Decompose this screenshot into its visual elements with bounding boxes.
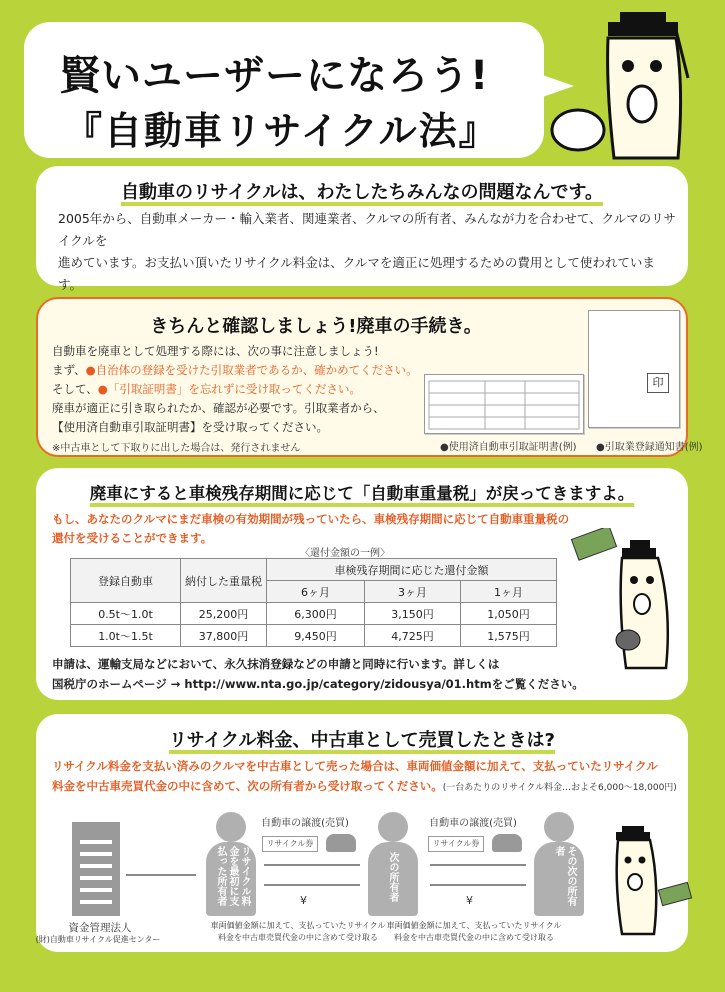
fund-sublabel: (財)自動車リサイクル促進センター (35, 935, 161, 944)
section2-intro: 自動車を廃車として処理する際には、次の事に注意しましょう! (52, 344, 379, 358)
table-cell: 37,800円 (181, 625, 267, 647)
col-registered-car: 登録自動車 (71, 559, 181, 603)
headline-line2: 『自動車リサイクル法』 (64, 109, 499, 153)
section2-line5: 【使用済自動車引取証明書】を受け取ってください。 (52, 420, 328, 434)
section1-line: 2005年から、自動車メーカー・輸入業者、関連業者、クルマの所有者、みんなが力を合わせて、クルマのリサイクルを (58, 211, 676, 248)
owner3-label: その次の所有者 (553, 846, 576, 906)
owner2-label: 次の所有者 (387, 852, 398, 902)
table-cell: 25,200円 (181, 603, 267, 625)
section4-title: リサイクル料金、中古車として売買したときは? (169, 730, 555, 751)
table-row (71, 625, 557, 647)
owner3-head (544, 812, 574, 842)
table-cell: 4,725円 (365, 625, 461, 647)
fund-label: 資金管理法人 (68, 922, 132, 934)
car-icon-2 (492, 834, 522, 852)
step1-text: 自治体の登録を受けた引取業者であるか、確かめてください。 (95, 363, 418, 377)
step1-prefix: まず、 (52, 363, 86, 377)
owner1-label: リサイクル料金を最初に支払った所有者 (215, 846, 250, 906)
section3-lead-line: 還付を受けることができます。 (52, 531, 213, 545)
col-refund-group: 車検残存期間に応じた還付金額 (267, 559, 557, 581)
yen-icon: ¥ (300, 894, 307, 907)
section3-lead (52, 510, 572, 548)
car-icon-1 (326, 834, 356, 852)
section4-lead-line: リサイクル料金を支払い済みのクルマを中古車として売った場合は、車両価値金額に加えて、支払っていたリサイクル (52, 759, 658, 773)
fund-building-icon (72, 822, 120, 916)
section3-lead-line: もし、あなたのクルマにまだ車検の有効期間が残っていたら、車検残存期間に応じて自動車重量税の (52, 512, 570, 526)
section2-line4: 廃車が適正に引き取られたか、確認が必要です。引取業者から、 (52, 401, 385, 415)
section4-lead-line2 (52, 776, 682, 798)
yen-icon: ¥ (466, 894, 473, 907)
owner2-head (378, 812, 408, 842)
caption-transfer1-b: 料金を中古車売買代金の中に含めて受け取る (218, 933, 378, 942)
table-cell: 1,050円 (461, 603, 557, 625)
ticket1: リサイクル券 (262, 836, 318, 852)
headline-bubble (24, 22, 544, 158)
caption-transfer2-b: 料金を中古車売買代金の中に含めて受け取る (394, 933, 554, 942)
transfer1-label: 自動車の譲渡(売買) (261, 818, 349, 829)
table-cell: 1,575円 (461, 625, 557, 647)
caption-transfer2-a: 車両価値金額に加えて、支払っていたリサイクル (386, 921, 562, 930)
mascot-illustration-money (566, 528, 686, 678)
col-1month: 1ヶ月 (461, 581, 557, 603)
section4-lead-note: (一台あたりのリサイクル料金…およそ6,000〜18,000円) (442, 783, 677, 793)
arrow-to-fund (126, 874, 196, 890)
stamp-seal: 印 (647, 373, 669, 393)
caption-transfer1-a: 車両価値金額に加えて、支払っていたリサイクル (210, 921, 386, 930)
step2-prefix: そして、 (52, 382, 98, 396)
table-row (71, 603, 557, 625)
section1-title: 自動車のリサイクルは、わたしたちみんなの問題なんです。 (120, 182, 604, 203)
certificate-caption: ●使用済自動車引取証明書(例) (440, 442, 577, 453)
section2-note: ※中古車として下取りに出した場合は、発行されません (52, 443, 301, 454)
table-cell: 3,150円 (365, 603, 461, 625)
mascot-illustration-top (548, 8, 718, 168)
col-paid-tax: 納付した重量税 (181, 559, 267, 603)
col-3months: 3ヶ月 (365, 581, 461, 603)
section1-line: 進めています。お支払い頂いたリサイクル料金は、クルマを適正に処理するための費用として使われています。 (58, 255, 655, 292)
refund-table (70, 558, 557, 647)
section3-foot-line: 申請は、運輸支局などにおいて、永久抹消登録などの申請と同時に行います。詳しくは (52, 657, 500, 671)
owner1-head (216, 812, 246, 842)
ticket2: リサイクル券 (428, 836, 484, 852)
transfer2-arrows (430, 864, 526, 886)
certificate-example-image (424, 374, 584, 434)
table-cell: 1.0t〜1.5t (71, 625, 181, 647)
form-lines-graphic (425, 375, 583, 433)
bullet-icon: ● (85, 363, 96, 377)
notice-caption: ●引取業登録通知書(例) (596, 442, 703, 453)
section3-footer (52, 654, 652, 694)
bullet-icon: ● (97, 382, 108, 396)
section2-title: きちんと確認しましょう!廃車の手続き。 (150, 316, 482, 337)
section3-title: 廃車にすると車検残存期間に応じて「自動車重量税」が戻ってきますよ。 (89, 484, 635, 503)
table-cell: 0.5t〜1.0t (71, 603, 181, 625)
headline-line1: 賢いユーザーになろう! (60, 53, 490, 99)
step2-text: 「引取証明書」を忘れずに受け取ってください。 (107, 382, 361, 396)
table-caption: 〈還付金額の一例〉 (300, 548, 390, 559)
mascot-illustration-bottom (596, 824, 696, 944)
transfer1-arrows (264, 864, 360, 886)
table-cell: 9,450円 (267, 625, 365, 647)
section4-lead (52, 756, 682, 798)
table-cell: 6,300円 (267, 603, 365, 625)
col-6months: 6ヶ月 (267, 581, 365, 603)
section3-foot-line: 国税庁のホームページ → http://www.nta.go.jp/category/zidousya/01.htmをご覧ください。 (52, 677, 584, 691)
registration-notice-example-image (588, 310, 680, 428)
transfer2-label: 自動車の譲渡(売買) (429, 818, 517, 829)
section4-lead-text: 料金を中古車売買代金の中に含めて、次の所有者から受け取ってください。 (52, 779, 443, 793)
